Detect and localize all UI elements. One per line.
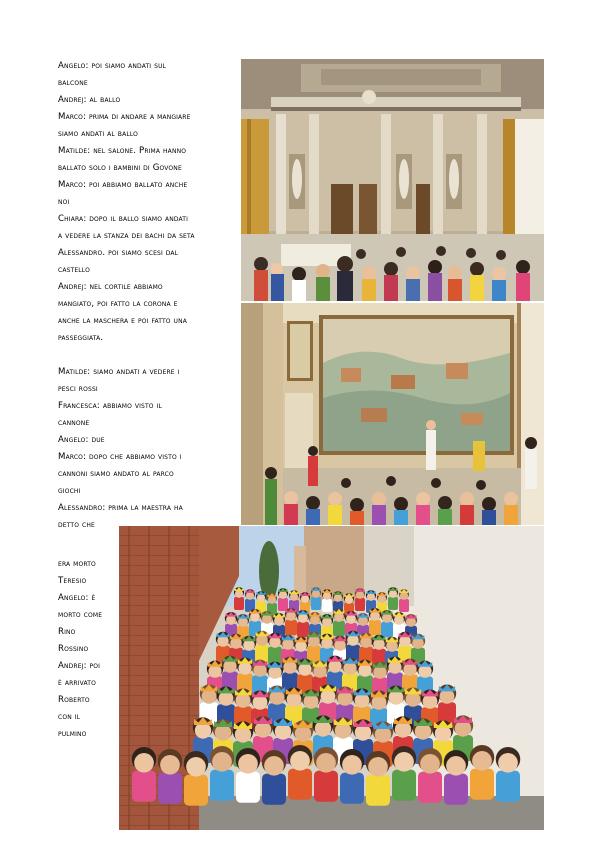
- text-line: noi: [58, 197, 70, 207]
- text-line: balcone: [58, 78, 88, 88]
- text-line: pulmino: [58, 729, 87, 739]
- text-line: Angelo: poi siamo andati sul: [58, 61, 167, 71]
- text-line: Teresio: [58, 576, 87, 586]
- story-text-top: [58, 58, 240, 534]
- text-line: morto come: [58, 610, 103, 620]
- text-line: siamo andati al ballo: [58, 129, 138, 139]
- text-line: Marco: prima di andare a mangiare: [58, 112, 191, 122]
- story-text-bottom: [58, 556, 118, 743]
- text-line: Matilde: siamo andati a vedere i: [58, 367, 180, 377]
- text-line: Alessandro: prima la maestra ha: [58, 503, 183, 513]
- text-line: pesci rossi: [58, 384, 98, 394]
- text-line: Rino: [58, 627, 76, 637]
- text-line: cannoni siamo andato al parco: [58, 469, 174, 479]
- text-line: Angelo: due: [58, 435, 105, 445]
- ballroom-illustration: [241, 59, 544, 301]
- text-line: passeggiata.: [58, 333, 104, 343]
- text-line: Matilde: nel salone. Prima hanno: [58, 146, 187, 156]
- photo-group-courtyard: [119, 526, 544, 830]
- text-line: Angelo: è: [58, 593, 96, 603]
- text-line: Andrej: al ballo: [58, 95, 121, 105]
- text-line: a vedere la stanza dei bachi da seta: [58, 231, 195, 241]
- text-line: Andrej: poi: [58, 661, 101, 671]
- text-line: Roberto: [58, 695, 90, 705]
- text-line: Andrej: nel cortile abbiamo: [58, 282, 163, 292]
- text-line: Alessandro. poi siamo scesi dal: [58, 248, 179, 258]
- photo-silkworm-room: [241, 303, 544, 525]
- text-line: castello: [58, 265, 90, 275]
- text-line: cannone: [58, 418, 90, 428]
- text-line: giochi: [58, 486, 81, 496]
- text-line: Chiara: dopo il ballo siamo andati: [58, 214, 189, 224]
- text-line: Marco: dopo che abbiamo visto i: [58, 452, 182, 462]
- text-line: Francesca: abbiamo visto il: [58, 401, 162, 411]
- photo-ballroom: [241, 59, 544, 301]
- paragraph-gap: [58, 347, 240, 364]
- text-line: detto che: [58, 520, 95, 530]
- text-line: ballato solo i bambini di Govone: [58, 163, 182, 173]
- text-line: anche la maschera e poi fatto una: [58, 316, 187, 326]
- text-line: Marco: poi abbiamo ballato anche: [58, 180, 188, 190]
- mural-room-illustration: [241, 303, 544, 525]
- text-line: Rossino: [58, 644, 89, 654]
- text-line: era morto: [58, 559, 96, 569]
- text-line: mangiato, poi fatto la corona e: [58, 299, 178, 309]
- group-photo-illustration: [119, 526, 544, 830]
- text-line: con il: [58, 712, 81, 722]
- text-line: è arrivato: [58, 678, 96, 688]
